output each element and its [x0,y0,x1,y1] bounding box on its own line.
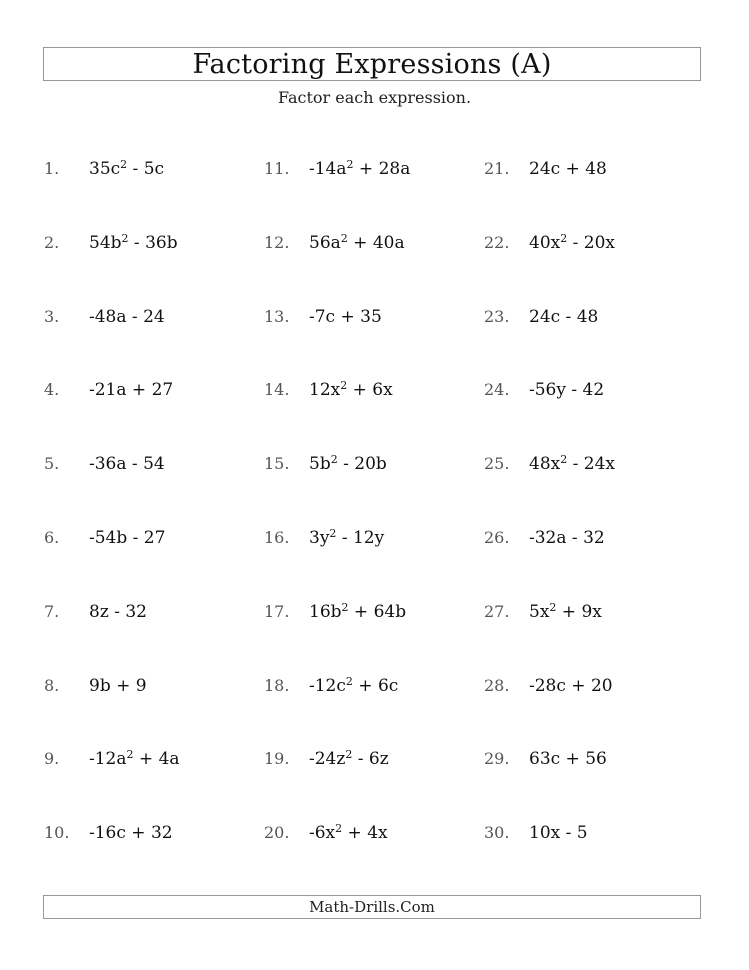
expression-part: -32a - 32 [529,528,605,548]
problem-number: 29. [484,749,510,768]
exponent: 2 [120,158,128,171]
expression-part: -7c + 35 [309,307,382,327]
problem-number: 28. [484,676,510,695]
problem-expression [309,597,406,627]
expression-part: 24c + 48 [529,159,607,179]
exponent: 2 [345,748,353,761]
expression-part: -54b - 27 [89,528,166,548]
expression-part: -14a [309,159,347,179]
problem-expression [89,228,178,258]
expression-part: 8z - 32 [89,602,147,622]
expression-part: - 20x [567,233,616,253]
problem-expression [529,597,602,627]
expression-part: -21a + 27 [89,380,174,400]
problem-expression [529,523,605,553]
expression-part: + 28a [353,159,411,179]
problem-number: 7. [44,602,60,621]
problem-number: 3. [44,307,60,326]
expression-part: + 6x [347,380,393,400]
problem-expression [529,375,604,405]
problem-expression [529,302,598,332]
expression-part: 35c [89,159,121,179]
expression-part: + 64b [348,602,407,622]
expression-part: 40x [529,233,561,253]
problem-expression [309,744,389,774]
problem-expression [89,744,180,774]
problem-number: 14. [264,380,290,399]
problem-expression [309,671,398,701]
problem-expression [529,671,613,701]
problem-number: 2. [44,233,60,252]
exponent: 2 [560,232,568,245]
problem-expression [309,523,384,553]
problem-number: 26. [484,528,510,547]
problem-number: 12. [264,233,290,252]
expression-part: + 6c [352,676,399,696]
expression-part: -24z [309,749,346,769]
problem-number: 6. [44,528,60,547]
exponent: 2 [346,158,354,171]
expression-part: 56a [309,233,341,253]
problem-expression [529,228,615,258]
problem-number: 1. [44,159,60,178]
problem-expression [309,228,405,258]
expression-part: + 9x [556,602,602,622]
problem-number: 11. [264,159,290,178]
expression-part: - 36b [128,233,178,253]
exponent: 2 [126,748,134,761]
problem-expression [89,818,173,848]
footer-text: Math-Drills.Com [309,898,435,916]
problem-number: 17. [264,602,290,621]
problem-expression [309,449,387,479]
expression-part: + 40a [347,233,405,253]
problem-number: 8. [44,676,60,695]
expression-part: + 4x [342,823,388,843]
problem-number: 19. [264,749,290,768]
exponent: 2 [560,453,568,466]
expression-part: 5x [529,602,550,622]
page-title: Factoring Expressions (A) [192,49,552,80]
problem-number: 27. [484,602,510,621]
problem-expression [89,154,164,184]
exponent: 2 [335,822,343,835]
problem-number: 25. [484,454,510,473]
footer-box [43,895,701,919]
problem-number: 4. [44,380,60,399]
expression-part: -16c + 32 [89,823,173,843]
problem-number: 10. [44,823,70,842]
problem-number: 30. [484,823,510,842]
problem-number: 21. [484,159,510,178]
expression-part: - 12y [336,528,385,548]
problem-expression [89,523,165,553]
problem-number: 23. [484,307,510,326]
problem-expression [89,671,147,701]
expression-part: 12x [309,380,341,400]
problem-expression [529,154,607,184]
problem-expression [89,597,147,627]
problem-expression [529,744,607,774]
problem-expression [309,818,388,848]
expression-part: -12c [309,676,346,696]
problem-number: 9. [44,749,60,768]
problem-expression [89,375,173,405]
expression-part: - 6z [352,749,389,769]
problem-expression [309,154,410,184]
problem-number: 15. [264,454,290,473]
exponent: 2 [121,232,129,245]
expression-part: 63c + 56 [529,749,607,769]
expression-part: 9b + 9 [89,676,147,696]
expression-part: 16b [309,602,342,622]
problem-grid [0,154,749,854]
expression-part: 54b [89,233,122,253]
expression-part: 24c - 48 [529,307,599,327]
problem-expression [309,375,393,405]
expression-part: -56y - 42 [529,380,605,400]
problem-number: 20. [264,823,290,842]
expression-part: 48x [529,454,561,474]
expression-part: - 5c [127,159,165,179]
problem-number: 24. [484,380,510,399]
problem-number: 22. [484,233,510,252]
expression-part: -12a [89,749,127,769]
instructions: Factor each expression. [277,88,472,107]
expression-part: 5b [309,454,331,474]
expression-part: -48a - 24 [89,307,165,327]
exponent: 2 [340,232,348,245]
problem-number: 5. [44,454,60,473]
problem-expression [529,449,615,479]
exponent: 2 [341,601,349,614]
problem-number: 13. [264,307,290,326]
expression-part: 10x - 5 [529,823,588,843]
expression-part: -36a - 54 [89,454,165,474]
problem-number: 18. [264,676,290,695]
expression-part: -28c + 20 [529,676,613,696]
expression-part: - 24x [567,454,616,474]
expression-part: - 20b [337,454,387,474]
problem-expression [89,449,165,479]
problem-expression [529,818,588,848]
exponent: 2 [340,379,348,392]
problem-expression [309,302,382,332]
exponent: 2 [330,453,338,466]
problem-number: 16. [264,528,290,547]
exponent: 2 [549,601,557,614]
expression-part: -6x [309,823,336,843]
exponent: 2 [345,675,353,688]
exponent: 2 [329,527,337,540]
title-box [43,47,701,81]
expression-part: + 4a [133,749,180,769]
expression-part: 3y [309,528,330,548]
problem-expression [89,302,165,332]
